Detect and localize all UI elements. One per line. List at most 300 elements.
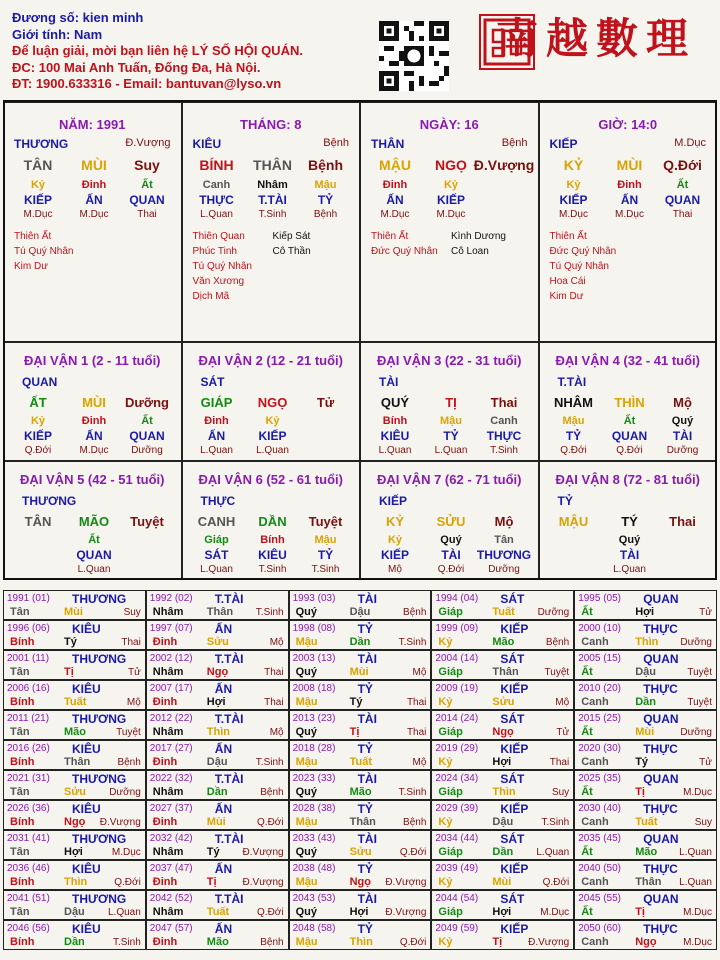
- year-label: 2020 (30): [578, 743, 621, 754]
- year-cell: [146, 740, 289, 770]
- cell-text: M.Dục: [615, 209, 644, 220]
- year-label: 2021 (31): [7, 773, 50, 784]
- phase-tag: Bệnh: [501, 137, 528, 149]
- year-phase: T.Sinh: [398, 637, 427, 648]
- cell-text: KỶ: [385, 514, 405, 529]
- year-phase: Suy: [551, 787, 570, 798]
- year-label: 1991 (01): [7, 593, 50, 604]
- year-branch: Dậu: [635, 666, 656, 678]
- year-label: 2028 (38): [292, 803, 336, 814]
- year-stem: Mậu: [295, 756, 318, 768]
- year-phase: Tử: [699, 757, 712, 768]
- year-phase: Tuyệt: [116, 727, 141, 738]
- year-label: 2000 (10): [578, 623, 621, 634]
- cell-text: BÍNH: [199, 157, 234, 173]
- cell-text: L.Quan: [434, 445, 468, 456]
- cell-text: NGỌ: [257, 395, 288, 410]
- year-phase: Q.Đới: [114, 877, 141, 888]
- year-stem: Bính: [10, 876, 35, 888]
- year-cell: [146, 830, 289, 860]
- year-stem: Giáp: [438, 726, 463, 738]
- ten-god-tag: THƯƠNG: [72, 652, 127, 666]
- year-label: 1992 (02): [149, 593, 193, 604]
- dai-van-title: ĐẠI VẬN 1 (2 - 11 tuổi): [23, 353, 161, 368]
- ten-god-tag: KIÊU: [72, 922, 101, 936]
- cell-text: L.Quan: [200, 564, 233, 575]
- year-branch: Ngọ: [64, 816, 86, 828]
- ten-god-tag: THƯƠNG: [72, 712, 127, 726]
- year-cell: [431, 620, 574, 650]
- year-phase: T.Sinh: [113, 937, 141, 948]
- year-label: 2007 (17): [149, 683, 193, 694]
- year-stem: Nhâm: [152, 606, 184, 618]
- cell-text: L.Quan: [200, 445, 233, 456]
- cell-text: L.Quan: [613, 564, 646, 575]
- ten-god-tag: THỰC: [643, 682, 678, 696]
- year-phase: M.Dục: [111, 847, 141, 858]
- ten-god-tag: QUAN: [643, 652, 679, 666]
- cell-text: Canh: [202, 179, 231, 191]
- cell-text: Kỷ: [30, 179, 46, 191]
- year-branch: Sửu: [64, 786, 87, 798]
- year-branch: Ngọ: [349, 876, 371, 888]
- header-line: Để luận giải, mời bạn liên hệ LÝ SỐ HỘI QUÁN.: [12, 43, 303, 58]
- year-phase: Đ.Vượng: [385, 877, 427, 888]
- year-phase: M.Dục: [683, 937, 712, 948]
- year-phase: Q.Đới: [399, 937, 427, 948]
- year-branch: Dần: [64, 936, 85, 948]
- phase-tag: Bệnh: [323, 137, 349, 149]
- year-phase: Tuyệt: [687, 697, 712, 708]
- year-stem: Đinh: [152, 936, 178, 948]
- cell-text: MÙI: [81, 157, 107, 173]
- year-branch: Thân: [635, 876, 662, 888]
- year-label: 2001 (11): [7, 653, 50, 664]
- year-cell: [574, 920, 717, 950]
- cell-text: KỶ: [563, 157, 584, 173]
- ten-god-tag: SÁT: [500, 772, 525, 786]
- cell-text: Thai: [672, 209, 693, 220]
- cell-text: MÃO: [78, 514, 110, 529]
- year-label: 2038 (48): [292, 863, 336, 874]
- year-label: 2035 (45): [578, 833, 621, 844]
- dai-van-title: ĐẠI VẬN 8 (72 - 81 tuổi): [555, 472, 700, 487]
- cell-text: L.Quan: [256, 445, 289, 456]
- cell-text: QUAN: [129, 193, 165, 207]
- year-phase: Tuyệt: [544, 667, 570, 678]
- ten-god-tag: KIẾP: [500, 862, 529, 876]
- cell-text: DẦN: [258, 514, 287, 529]
- header-line: Đương số: kien minh: [12, 10, 144, 25]
- year-stem: Bính: [10, 936, 35, 948]
- pillar-title: THÁNG: 8: [240, 117, 302, 132]
- year-stem: Mậu: [295, 936, 318, 948]
- cell-text: QUAN: [611, 429, 648, 443]
- year-phase: Thai: [406, 727, 427, 738]
- year-label: 2041 (51): [7, 893, 50, 904]
- year-phase: Đ.Vượng: [242, 847, 284, 858]
- year-cell: [431, 890, 574, 920]
- star-name: Phúc Tinh: [192, 246, 237, 257]
- ten-god-tag: THƯƠNG: [72, 772, 127, 786]
- year-label: 1994 (04): [435, 593, 479, 604]
- cell-text: THƯƠNG: [476, 548, 532, 562]
- year-phase: Đ.Vượng: [242, 877, 284, 888]
- year-phase: Bệnh: [403, 817, 427, 828]
- header: [0, 0, 720, 100]
- year-cell: [3, 620, 146, 650]
- year-cell: [574, 800, 717, 830]
- year-cell: [431, 650, 574, 680]
- ten-god-tag: QUAN: [643, 592, 679, 606]
- year-label: 2032 (42): [149, 833, 193, 844]
- ten-god-tag: THƯƠNG: [22, 494, 77, 508]
- year-branch: Dậu: [492, 816, 514, 828]
- star-name: Văn Xương: [192, 276, 245, 287]
- cell-text: Quý: [440, 534, 462, 546]
- year-cell: [146, 860, 289, 890]
- year-label: 2047 (57): [149, 923, 193, 934]
- year-cell: [289, 590, 432, 620]
- cell-text: T.Sinh: [258, 209, 287, 220]
- year-phase: M.Dục: [683, 787, 712, 798]
- year-phase: Mộ: [126, 697, 141, 708]
- year-phase: T.Sinh: [541, 817, 570, 828]
- year-stem: Tân: [10, 786, 30, 798]
- year-cell: [289, 920, 432, 950]
- cell-text: Mậu: [440, 415, 462, 427]
- year-phase: Q.Đới: [542, 877, 570, 888]
- year-phase: Suy: [123, 607, 141, 618]
- year-phase: Mộ: [555, 697, 570, 708]
- cell-text: Kỷ: [265, 415, 280, 427]
- year-cell: [574, 620, 717, 650]
- star-name: Hoa Cái: [549, 276, 586, 287]
- cell-text: Đinh: [382, 179, 408, 191]
- star-name: Kình Dương: [451, 231, 506, 242]
- phase-tag: Đ.Vượng: [125, 137, 171, 149]
- cell-text: NHÂM: [554, 395, 593, 410]
- year-branch: Tị: [635, 786, 645, 798]
- year-label: 2039 (49): [435, 863, 479, 874]
- cell-text: Suy: [134, 157, 160, 173]
- cell-text: TỶ: [317, 548, 334, 562]
- ten-god-tag: TỶ: [357, 862, 373, 876]
- star-name: Đức Quý Nhân: [549, 246, 617, 257]
- year-label: 2046 (56): [7, 923, 50, 934]
- year-label: 2011 (21): [7, 713, 50, 724]
- year-branch: Tý: [64, 636, 77, 648]
- year-label: 2005 (15): [578, 653, 621, 664]
- ten-god-tag: KIẾP: [500, 742, 529, 756]
- ten-god-tag: TÀI: [357, 892, 377, 906]
- year-phase: Mộ: [269, 727, 284, 738]
- year-phase: Bệnh: [403, 607, 427, 618]
- cell-text: Q.Đới: [437, 564, 465, 575]
- cell-text: Đinh: [204, 415, 229, 427]
- year-branch: Mùi: [635, 726, 655, 738]
- year-label: 2024 (34): [435, 773, 479, 784]
- star-name: Kim Dư: [14, 261, 48, 272]
- cell-text: MÙI: [616, 157, 643, 173]
- year-label: 2026 (36): [7, 803, 50, 814]
- cell-text: Nhâm: [257, 179, 288, 191]
- year-label: 2016 (26): [7, 743, 50, 754]
- year-stem: Ất: [581, 906, 593, 918]
- ten-god-tag: TỶ: [357, 802, 373, 816]
- year-label: 2037 (47): [149, 863, 193, 874]
- cell-text: M.Dục: [559, 209, 588, 220]
- ten-god-tag: TỶ: [557, 494, 573, 508]
- year-branch: Thân: [64, 756, 91, 768]
- year-phase: L.Quan: [536, 847, 570, 858]
- cell-text: Tân: [494, 534, 514, 546]
- year-label: 2013 (23): [292, 713, 336, 724]
- cell-text: KIẾP: [23, 193, 53, 207]
- year-phase: Thai: [549, 757, 570, 768]
- cell-text: Q.Đới: [24, 445, 52, 456]
- cell-text: TỶ: [565, 429, 582, 443]
- dai-van-title: ĐẠI VẬN 2 (12 - 21 tuổi): [198, 353, 343, 368]
- cell-text: Mậu: [562, 415, 585, 427]
- year-cell: [146, 800, 289, 830]
- year-label: 1999 (09): [435, 623, 479, 634]
- cell-text: QUAN: [664, 193, 701, 207]
- cell-text: MẬU: [558, 514, 589, 529]
- cell-text: TÀI: [672, 429, 693, 443]
- year-cell: [574, 860, 717, 890]
- year-stem: Giáp: [438, 786, 463, 798]
- star-name: Kim Dư: [549, 291, 584, 302]
- cell-text: Quý: [671, 415, 694, 427]
- year-label: 2003 (13): [292, 653, 336, 664]
- year-stem: Đinh: [152, 696, 178, 708]
- dai-van-title: ĐẠI VẬN 4 (32 - 41 tuổi): [555, 353, 700, 368]
- year-stem: Ất: [581, 726, 593, 738]
- year-branch: Hợi: [635, 606, 655, 618]
- star-name: Thiên Quan: [192, 231, 245, 242]
- year-branch: Thìn: [349, 936, 373, 948]
- cell-text: Q.Đới: [663, 157, 702, 173]
- cell-text: T.Sinh: [311, 564, 340, 575]
- year-label: 2048 (58): [292, 923, 336, 934]
- cell-text: Q.Đới: [560, 445, 587, 456]
- year-branch: Thìn: [635, 636, 659, 648]
- year-stem: Mậu: [295, 876, 318, 888]
- cell-text: Bính: [382, 415, 408, 427]
- year-cell: [146, 890, 289, 920]
- year-cell: [3, 860, 146, 890]
- year-branch: Tý: [349, 696, 363, 708]
- year-phase: T.Sinh: [398, 787, 427, 798]
- year-stem: Tân: [10, 846, 30, 858]
- ten-god-tag: T.TÀI: [214, 832, 244, 846]
- cell-text: Ất: [623, 415, 636, 427]
- qr-code-icon: [379, 21, 449, 91]
- ten-god-tag: THỰC: [643, 742, 678, 756]
- year-cell: [3, 920, 146, 950]
- cell-text: TÀI: [441, 548, 461, 562]
- year-label: 2033 (43): [292, 833, 336, 844]
- year-branch: Tý: [206, 846, 220, 858]
- cell-text: KIẾP: [23, 429, 53, 443]
- year-phase: Mộ: [412, 667, 427, 678]
- ten-god-tag: THỰC: [200, 494, 236, 508]
- cell-text: M.Dục: [79, 445, 109, 456]
- year-label: 2010 (20): [578, 683, 621, 694]
- year-stem: Giáp: [438, 906, 463, 918]
- year-cell: [574, 770, 717, 800]
- year-stem: Quý: [295, 906, 317, 918]
- cell-text: GIÁP: [200, 395, 233, 410]
- year-phase: Mộ: [269, 637, 284, 648]
- star-name: Dịch Mã: [192, 291, 230, 302]
- cell-text: Dưỡng: [125, 395, 169, 410]
- year-cell: [3, 710, 146, 740]
- cell-text: Kỷ: [566, 179, 581, 191]
- cell-text: Ất: [141, 179, 153, 191]
- year-stem: Canh: [581, 816, 609, 828]
- ten-god-tag: THƯƠNG: [72, 892, 127, 906]
- year-phase: L.Quan: [679, 877, 712, 888]
- cell-text: Ất: [676, 179, 689, 191]
- star-name: Đức Quý Nhân: [371, 246, 438, 257]
- year-stem: Canh: [581, 696, 609, 708]
- cell-text: Thai: [490, 395, 518, 410]
- year-stem: Kỷ: [438, 756, 453, 768]
- year-stem: Ất: [581, 846, 593, 858]
- cell-text: Đinh: [81, 415, 107, 427]
- cell-text: THÂN: [253, 157, 292, 173]
- year-label: 2017 (27): [149, 743, 193, 754]
- year-cell: [3, 830, 146, 860]
- year-stem: Canh: [581, 636, 609, 648]
- year-stem: Canh: [581, 936, 609, 948]
- year-branch: Mùi: [64, 606, 83, 618]
- year-cell: [146, 590, 289, 620]
- cell-text: SỬU: [436, 514, 466, 529]
- year-phase: Q.Đới: [399, 847, 427, 858]
- year-stem: Nhâm: [152, 786, 184, 798]
- star-name: Tú Quý Nhân: [549, 261, 609, 272]
- year-label: 2049 (59): [435, 923, 479, 934]
- ten-god-tag: SÁT: [500, 892, 525, 906]
- year-cell: [431, 590, 574, 620]
- cell-text: TỶ: [317, 193, 334, 207]
- year-phase: Q.Đới: [257, 817, 284, 828]
- year-branch: Thìn: [492, 786, 516, 798]
- ten-god-tag: THƯƠNG: [72, 832, 127, 846]
- ten-god-tag: THƯƠNG: [72, 592, 127, 606]
- cell-text: T.TÀI: [258, 193, 287, 207]
- year-stem: Tân: [10, 666, 30, 678]
- cell-text: L.Quan: [200, 209, 233, 220]
- star-name: Cô Thần: [272, 246, 311, 257]
- cell-text: THỰC: [486, 429, 522, 443]
- year-stem: Giáp: [438, 606, 463, 618]
- year-branch: Mão: [349, 786, 372, 798]
- ten-god-tag: KIẾP: [500, 922, 529, 936]
- year-stem: Quý: [295, 726, 317, 738]
- ten-god-tag: T.TÀI: [557, 375, 587, 389]
- cell-text: Ất: [141, 415, 153, 427]
- year-phase: Q.Đới: [257, 907, 284, 918]
- year-cell: [574, 890, 717, 920]
- year-stem: Nhâm: [152, 846, 184, 858]
- year-stem: Giáp: [438, 666, 463, 678]
- ten-god-tag: KIÊU: [192, 137, 222, 151]
- year-branch: Thân: [349, 816, 376, 828]
- cell-text: ẤT: [29, 395, 47, 410]
- cell-text: L.Quan: [378, 445, 412, 456]
- cell-text: ẤN: [386, 193, 404, 207]
- ten-god-tag: KIẾP: [500, 622, 529, 636]
- year-label: 2014 (24): [435, 713, 479, 724]
- cell-text: TÝ: [621, 514, 638, 529]
- year-label: 2027 (37): [149, 803, 193, 814]
- grid-border: [3, 100, 717, 580]
- year-phase: Bệnh: [545, 637, 570, 648]
- year-branch: Sửu: [349, 846, 372, 858]
- cell-text: Dưỡng: [488, 564, 520, 575]
- ten-god-tag: SÁT: [500, 832, 525, 846]
- year-cell: [574, 650, 717, 680]
- cell-text: Đinh: [81, 179, 107, 191]
- cell-text: ẤN: [620, 193, 639, 207]
- year-stem: Kỷ: [438, 636, 453, 648]
- cell-text: Tử: [316, 395, 335, 410]
- dai-van-title: ĐẠI VẬN 5 (42 - 51 tuổi): [20, 472, 165, 487]
- year-branch: Dậu: [349, 606, 371, 618]
- ten-god-tag: SÁT: [500, 592, 525, 606]
- year-label: 2025 (35): [578, 773, 621, 784]
- cell-text: KIÊU: [380, 429, 410, 443]
- year-label: 2002 (12): [149, 653, 193, 664]
- cell-text: MẬU: [379, 157, 411, 173]
- ten-god-tag: QUAN: [643, 712, 679, 726]
- cell-text: ẤN: [207, 429, 226, 443]
- cell-text: Canh: [490, 415, 518, 427]
- year-branch: Mão: [206, 936, 229, 948]
- cell-text: Mộ: [388, 564, 402, 575]
- pillar-title: NĂM: 1991: [59, 117, 126, 132]
- year-cell: [146, 920, 289, 950]
- cell-text: QUAN: [76, 548, 112, 562]
- year-cell: [431, 770, 574, 800]
- year-cell: [3, 800, 146, 830]
- ten-god-tag: TÀI: [357, 652, 377, 666]
- year-label: 2006 (16): [7, 683, 50, 694]
- year-phase: Đ.Vượng: [99, 817, 141, 828]
- year-label: 2009 (19): [435, 683, 479, 694]
- year-cell: [289, 740, 432, 770]
- year-stem: Kỷ: [438, 696, 453, 708]
- year-stem: Quý: [295, 606, 317, 618]
- ten-god-tag: ẤN: [214, 862, 233, 876]
- year-branch: Mão: [635, 846, 658, 858]
- year-phase: Đ.Vượng: [528, 937, 570, 948]
- ten-god-tag: TÀI: [379, 375, 399, 389]
- dai-van-title: ĐẠI VẬN 7 (62 - 71 tuổi): [377, 472, 522, 487]
- year-stem: Nhâm: [152, 906, 184, 918]
- year-cell: [431, 830, 574, 860]
- year-phase: Thai: [121, 637, 141, 648]
- year-stem: Đinh: [152, 636, 178, 648]
- year-branch: Tuất: [349, 756, 372, 768]
- year-label: 2034 (44): [435, 833, 479, 844]
- ten-god-tag: TÀI: [357, 592, 377, 606]
- dai-van-title: ĐẠI VẬN 6 (52 - 61 tuổi): [198, 472, 343, 487]
